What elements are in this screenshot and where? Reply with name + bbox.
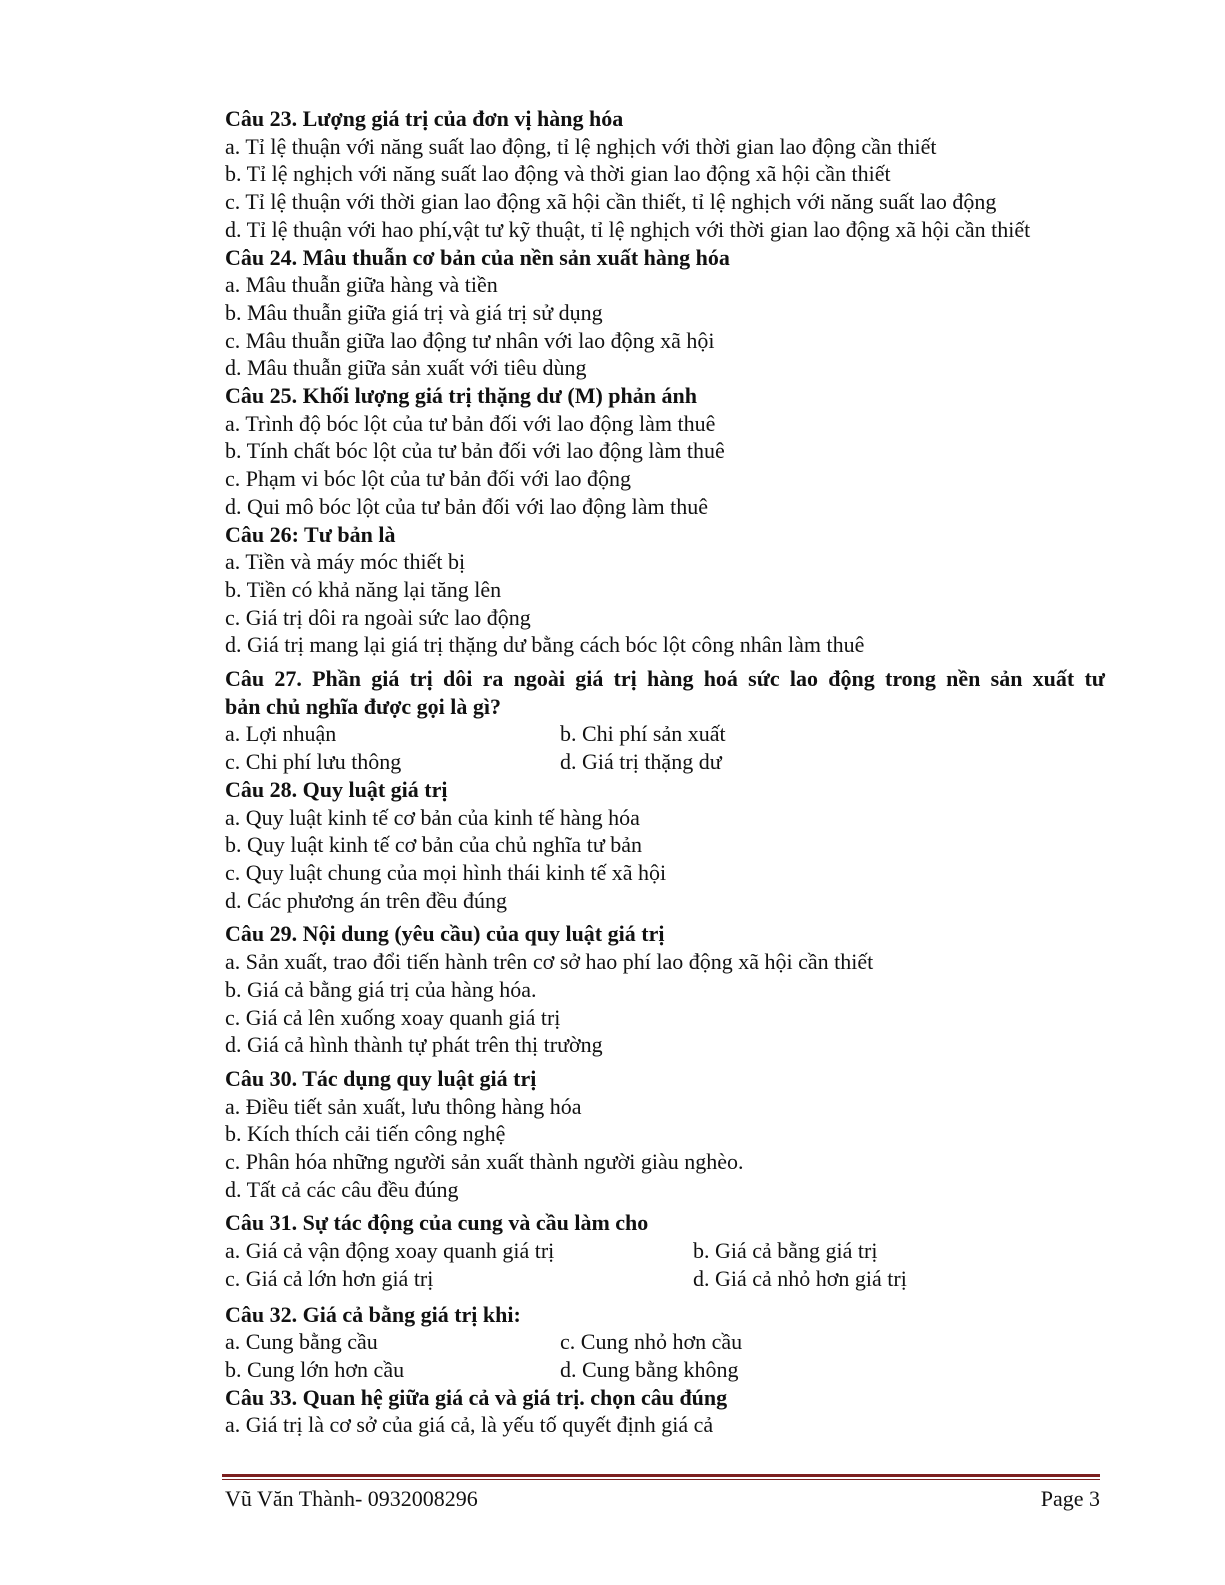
option-a: a. Cung bằng cầu <box>225 1329 378 1355</box>
question-23 <box>225 105 1105 244</box>
option-a: a. Lợi nhuận <box>225 721 337 747</box>
option-c: c. Tỉ lệ thuận với thời gian lao động xã hội cần thiết, tỉ lệ nghịch với năng suất lao động <box>225 189 997 215</box>
question-26 <box>225 521 1105 660</box>
option-a: a. Giá cả vận động xoay quanh giá trị <box>225 1238 555 1264</box>
option-d: d. Tất cả các câu đều đúng <box>225 1176 459 1202</box>
option-b: b. Tỉ lệ nghịch với năng suất lao động và thời gian lao động xã hội cần thiết <box>225 161 891 187</box>
question-24 <box>225 244 1105 383</box>
question-28 <box>225 776 1105 915</box>
option-d: d. Giá cả nhỏ hơn giá trị <box>693 1265 907 1291</box>
option-c: c. Giá cả lớn hơn giá trị <box>225 1265 434 1291</box>
option-a: a. Tiền và máy móc thiết bị <box>225 549 466 575</box>
question-title: Câu 23. Lượng giá trị của đơn vị hàng hóa <box>225 106 624 131</box>
question-29 <box>225 920 1105 1059</box>
question-title: Câu 31. Sự tác động của cung và cầu làm cho <box>225 1210 649 1236</box>
option-c: c. Phân hóa những người sản xuất thành người giàu nghèo. <box>225 1149 744 1175</box>
option-b: b. Giá cả bằng giá trị <box>693 1238 878 1264</box>
option-a: a. Quy luật kinh tế cơ bản của kinh tế hàng hóa <box>225 804 640 830</box>
option-d: d. Cung bằng không <box>560 1356 739 1382</box>
question-title: Câu 29. Nội dung (yêu cầu) của quy luật giá trị <box>225 921 665 947</box>
option-grid <box>225 720 1105 775</box>
option-b: b. Tiền có khả năng lại tăng lên <box>225 576 502 602</box>
question-30 <box>225 1065 1105 1204</box>
option-c: c. Phạm vi bóc lột của tư bản đối với lao động <box>225 466 632 492</box>
question-33 <box>225 1384 1105 1439</box>
question-title: Câu 33. Quan hệ giữa giá cả và giá trị. chọn câu đúng <box>225 1384 728 1410</box>
option-a: a. Tỉ lệ thuận với năng suất lao động, tỉ lệ nghịch với thời gian lao động cần thiết <box>225 133 937 159</box>
option-c: c. Chi phí lưu thông <box>225 749 402 775</box>
option-c: c. Cung nhỏ hơn cầu <box>560 1329 743 1355</box>
option-a: a. Trình độ bóc lột của tư bản đối với lao động làm thuê <box>225 410 716 436</box>
option-d: d. Tỉ lệ thuận với hao phí,vật tư kỹ thuật, tỉ lệ nghịch với thời gian lao động xã hội cần thiết <box>225 216 1031 242</box>
question-31 <box>225 1209 1105 1292</box>
footer-divider <box>222 1474 1100 1480</box>
question-title: Câu 32. Giá cả bằng giá trị khi: <box>225 1301 521 1327</box>
option-b: b. Tính chất bóc lột của tư bản đối với lao động làm thuê <box>225 438 725 464</box>
question-title: Câu 27. Phần giá trị dôi ra ngoài giá trị hàng hoá sức lao động trong nền sản xuất tư <box>225 666 1105 692</box>
option-b: b. Cung lớn hơn cầu <box>225 1356 405 1382</box>
question-25 <box>225 382 1105 521</box>
question-32 <box>225 1301 1105 1384</box>
question-title: Câu 26: Tư bản là <box>225 521 396 547</box>
question-27 <box>225 665 1105 776</box>
option-d: d. Giá trị mang lại giá trị thặng dư bằng cách bóc lột công nhân làm thuê <box>225 632 865 658</box>
option-d: d. Mâu thuẫn giữa sản xuất với tiêu dùng <box>225 355 587 381</box>
question-title: Câu 25. Khối lượng giá trị thặng dư (M) phản ánh <box>225 383 697 409</box>
option-b: b. Mâu thuẫn giữa giá trị và giá trị sử dụng <box>225 299 603 325</box>
question-title: Câu 30. Tác dụng quy luật giá trị <box>225 1065 537 1091</box>
option-d: d. Các phương án trên đều đúng <box>225 887 507 913</box>
option-c: c. Giá cả lên xuống xoay quanh giá trị <box>225 1004 561 1030</box>
option-b: b. Giá cả bằng giá trị của hàng hóa. <box>225 976 537 1002</box>
option-a: a. Điều tiết sản xuất, lưu thông hàng hóa <box>225 1093 582 1119</box>
option-b: b. Kích thích cải tiến công nghệ <box>225 1121 506 1147</box>
question-title-cont: bản chủ nghĩa được gọi là gì? <box>225 693 502 719</box>
option-b: b. Quy luật kinh tế cơ bản của chủ nghĩa tư bản <box>225 832 643 858</box>
option-a: a. Mâu thuẫn giữa hàng và tiền <box>225 272 498 298</box>
option-d: d. Giá cả hình thành tự phát trên thị trường <box>225 1032 603 1058</box>
option-c: c. Giá trị dôi ra ngoài sức lao động <box>225 604 531 630</box>
option-d: d. Qui mô bóc lột của tư bản đối với lao động làm thuê <box>225 493 709 519</box>
option-grid <box>225 1237 1105 1292</box>
question-title: Câu 28. Quy luật giá trị <box>225 776 448 802</box>
page-footer <box>225 1485 1100 1513</box>
option-a: a. Sản xuất, trao đổi tiến hành trên cơ sở hao phí lao động xã hội cần thiết <box>225 949 874 975</box>
option-b: b. Chi phí sản xuất <box>560 721 726 747</box>
option-a: a. Giá trị là cơ sở của giá cả, là yếu tố quyết định giá cả <box>225 1412 714 1438</box>
page-number: Page 3 <box>1040 1486 1100 1511</box>
document-page <box>225 105 1105 1439</box>
option-grid <box>225 1328 1105 1383</box>
option-c: c. Quy luật chung của mọi hình thái kinh tế xã hội <box>225 859 667 885</box>
question-title: Câu 24. Mâu thuẫn cơ bản của nền sản xuất hàng hóa <box>225 244 730 270</box>
footer-author: Vũ Văn Thành- 0932008296 <box>225 1486 478 1511</box>
option-d: d. Giá trị thặng dư <box>560 749 722 775</box>
option-c: c. Mâu thuẫn giữa lao động tư nhân với lao động xã hội <box>225 327 715 353</box>
